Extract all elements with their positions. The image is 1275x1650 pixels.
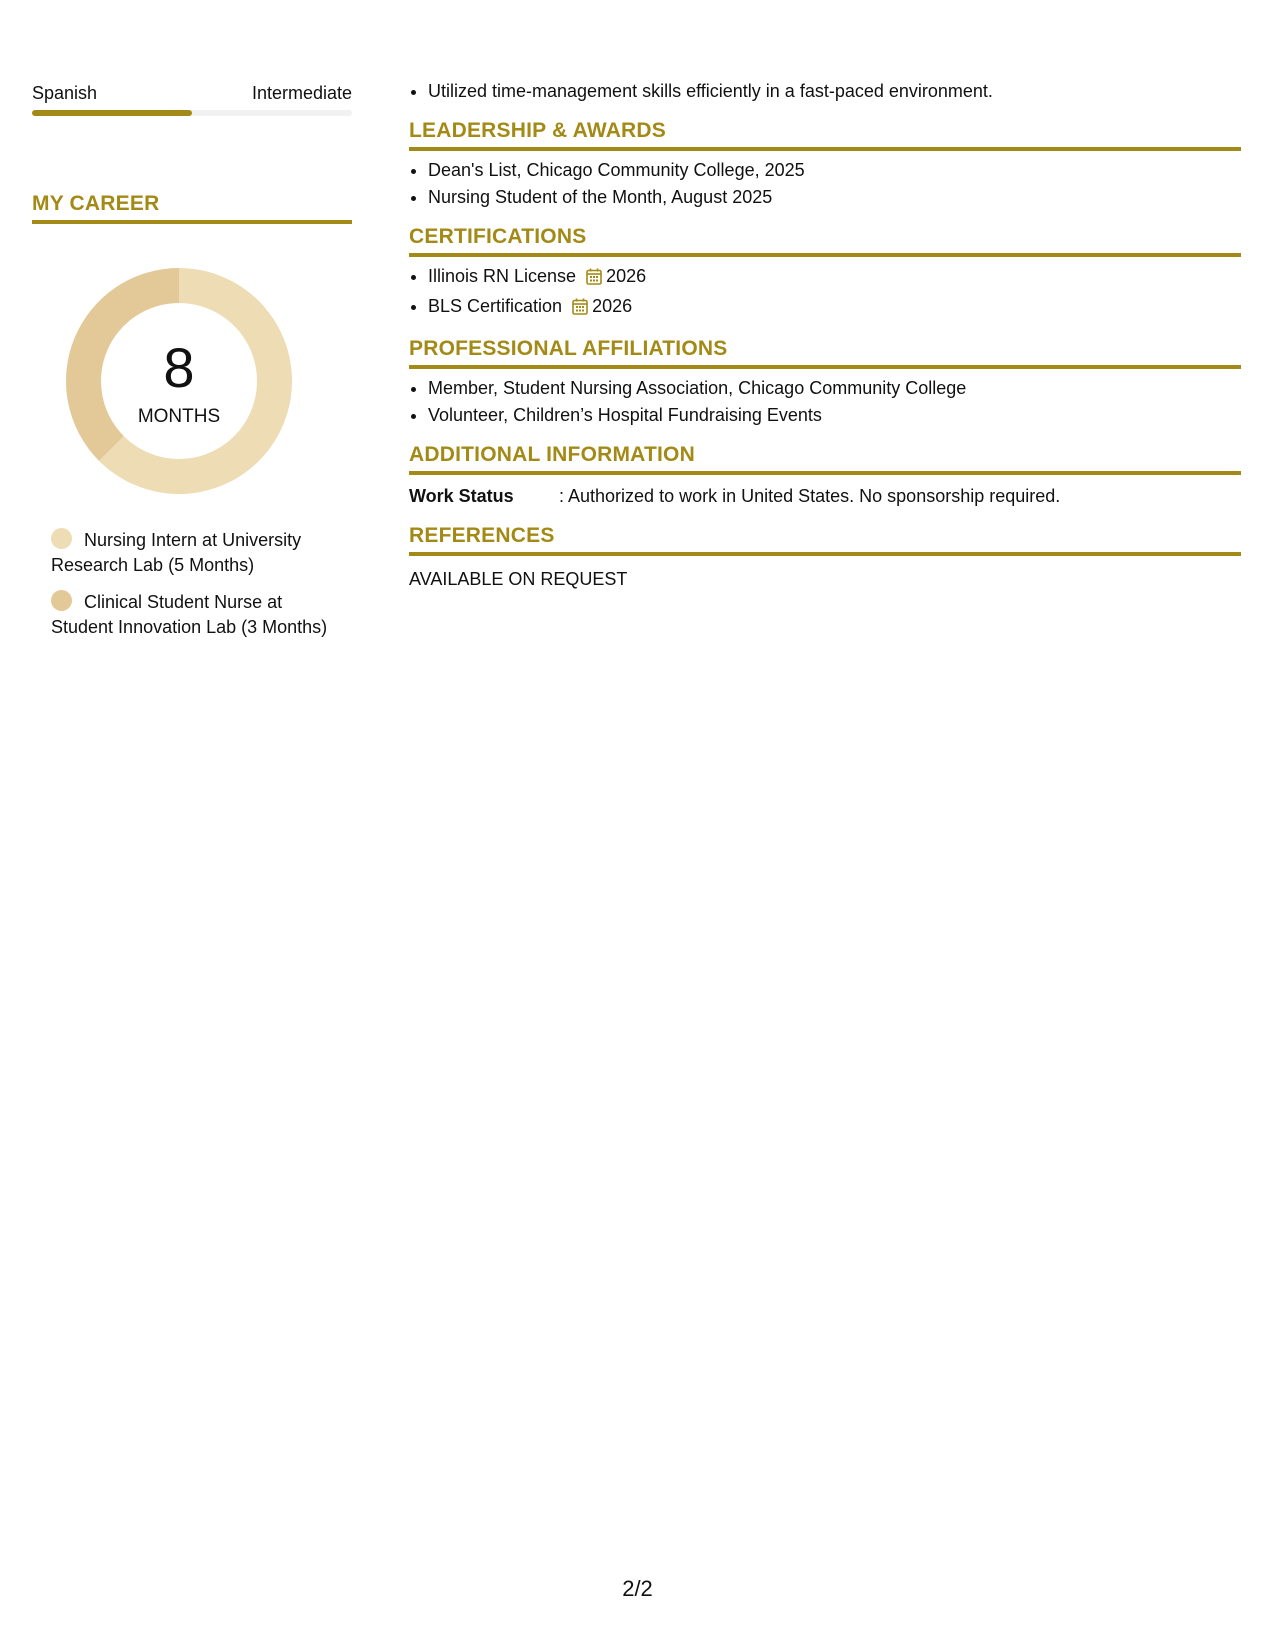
leadership-title: LEADERSHIP & AWARDS bbox=[409, 119, 1241, 151]
certification-year: 2026 bbox=[606, 266, 647, 286]
references-text: AVAILABLE ON REQUEST bbox=[409, 569, 628, 589]
list-item bbox=[428, 293, 1241, 323]
language-progress-fill bbox=[32, 110, 192, 116]
list-item: • Volunteer, Children’s Hospital Fundraising Events bbox=[428, 402, 1241, 429]
language-level: Intermediate bbox=[251, 83, 352, 103]
affiliations-section bbox=[409, 337, 1241, 429]
right-column bbox=[409, 78, 1241, 593]
legend-label: Nursing Intern at University Research Lab (5 Months) bbox=[51, 530, 302, 575]
certification-year: 2026 bbox=[592, 296, 633, 316]
career-total-number: 8 bbox=[163, 336, 195, 399]
career-section-title: MY CAREER bbox=[32, 192, 352, 224]
career-legend bbox=[51, 528, 331, 640]
list-item bbox=[428, 263, 1241, 293]
calendar-icon bbox=[572, 296, 588, 323]
list-item: • Nursing Student of the Month, August 2025 bbox=[428, 184, 1241, 211]
certification-name: BLS Certification bbox=[428, 296, 563, 316]
affiliations-title: PROFESSIONAL AFFILIATIONS bbox=[409, 337, 1241, 369]
references-title: REFERENCES bbox=[409, 524, 1241, 556]
page-number: 2/2 bbox=[622, 1576, 653, 1601]
work-status-value: : Authorized to work in United States. No sponsorship required. bbox=[559, 486, 1061, 506]
career-total-unit: MONTHS bbox=[137, 406, 221, 427]
work-status-label: Work Status bbox=[409, 486, 514, 506]
calendar-icon bbox=[586, 266, 602, 293]
legend-dot-icon bbox=[51, 590, 72, 611]
experience-tail-list bbox=[409, 78, 1241, 105]
language-name: Spanish bbox=[32, 83, 98, 103]
certifications-section bbox=[409, 225, 1241, 323]
legend-label: Clinical Student Nurse at Student Innovation Lab (3 Months) bbox=[51, 592, 328, 637]
certification-name: Illinois RN License bbox=[428, 266, 577, 286]
certifications-title: CERTIFICATIONS bbox=[409, 225, 1241, 257]
leadership-section bbox=[409, 119, 1241, 211]
legend-dot-icon bbox=[51, 528, 72, 549]
list-item: • Member, Student Nursing Association, Chicago Community College bbox=[428, 375, 1241, 402]
additional-info-section bbox=[409, 443, 1241, 510]
legend-item bbox=[51, 528, 331, 578]
list-item: • Utilized time-management skills efficiently in a fast-paced environment. bbox=[428, 78, 1241, 105]
list-item: • Dean's List, Chicago Community College, 2025 bbox=[428, 157, 1241, 184]
language-progress-track bbox=[32, 110, 352, 116]
references-section bbox=[409, 524, 1241, 593]
left-column bbox=[32, 78, 352, 652]
language-skill bbox=[32, 78, 352, 116]
additional-info-title: ADDITIONAL INFORMATION bbox=[409, 443, 1241, 475]
work-status-row bbox=[409, 483, 1241, 510]
legend-item bbox=[51, 590, 331, 640]
career-donut-chart bbox=[66, 268, 292, 494]
